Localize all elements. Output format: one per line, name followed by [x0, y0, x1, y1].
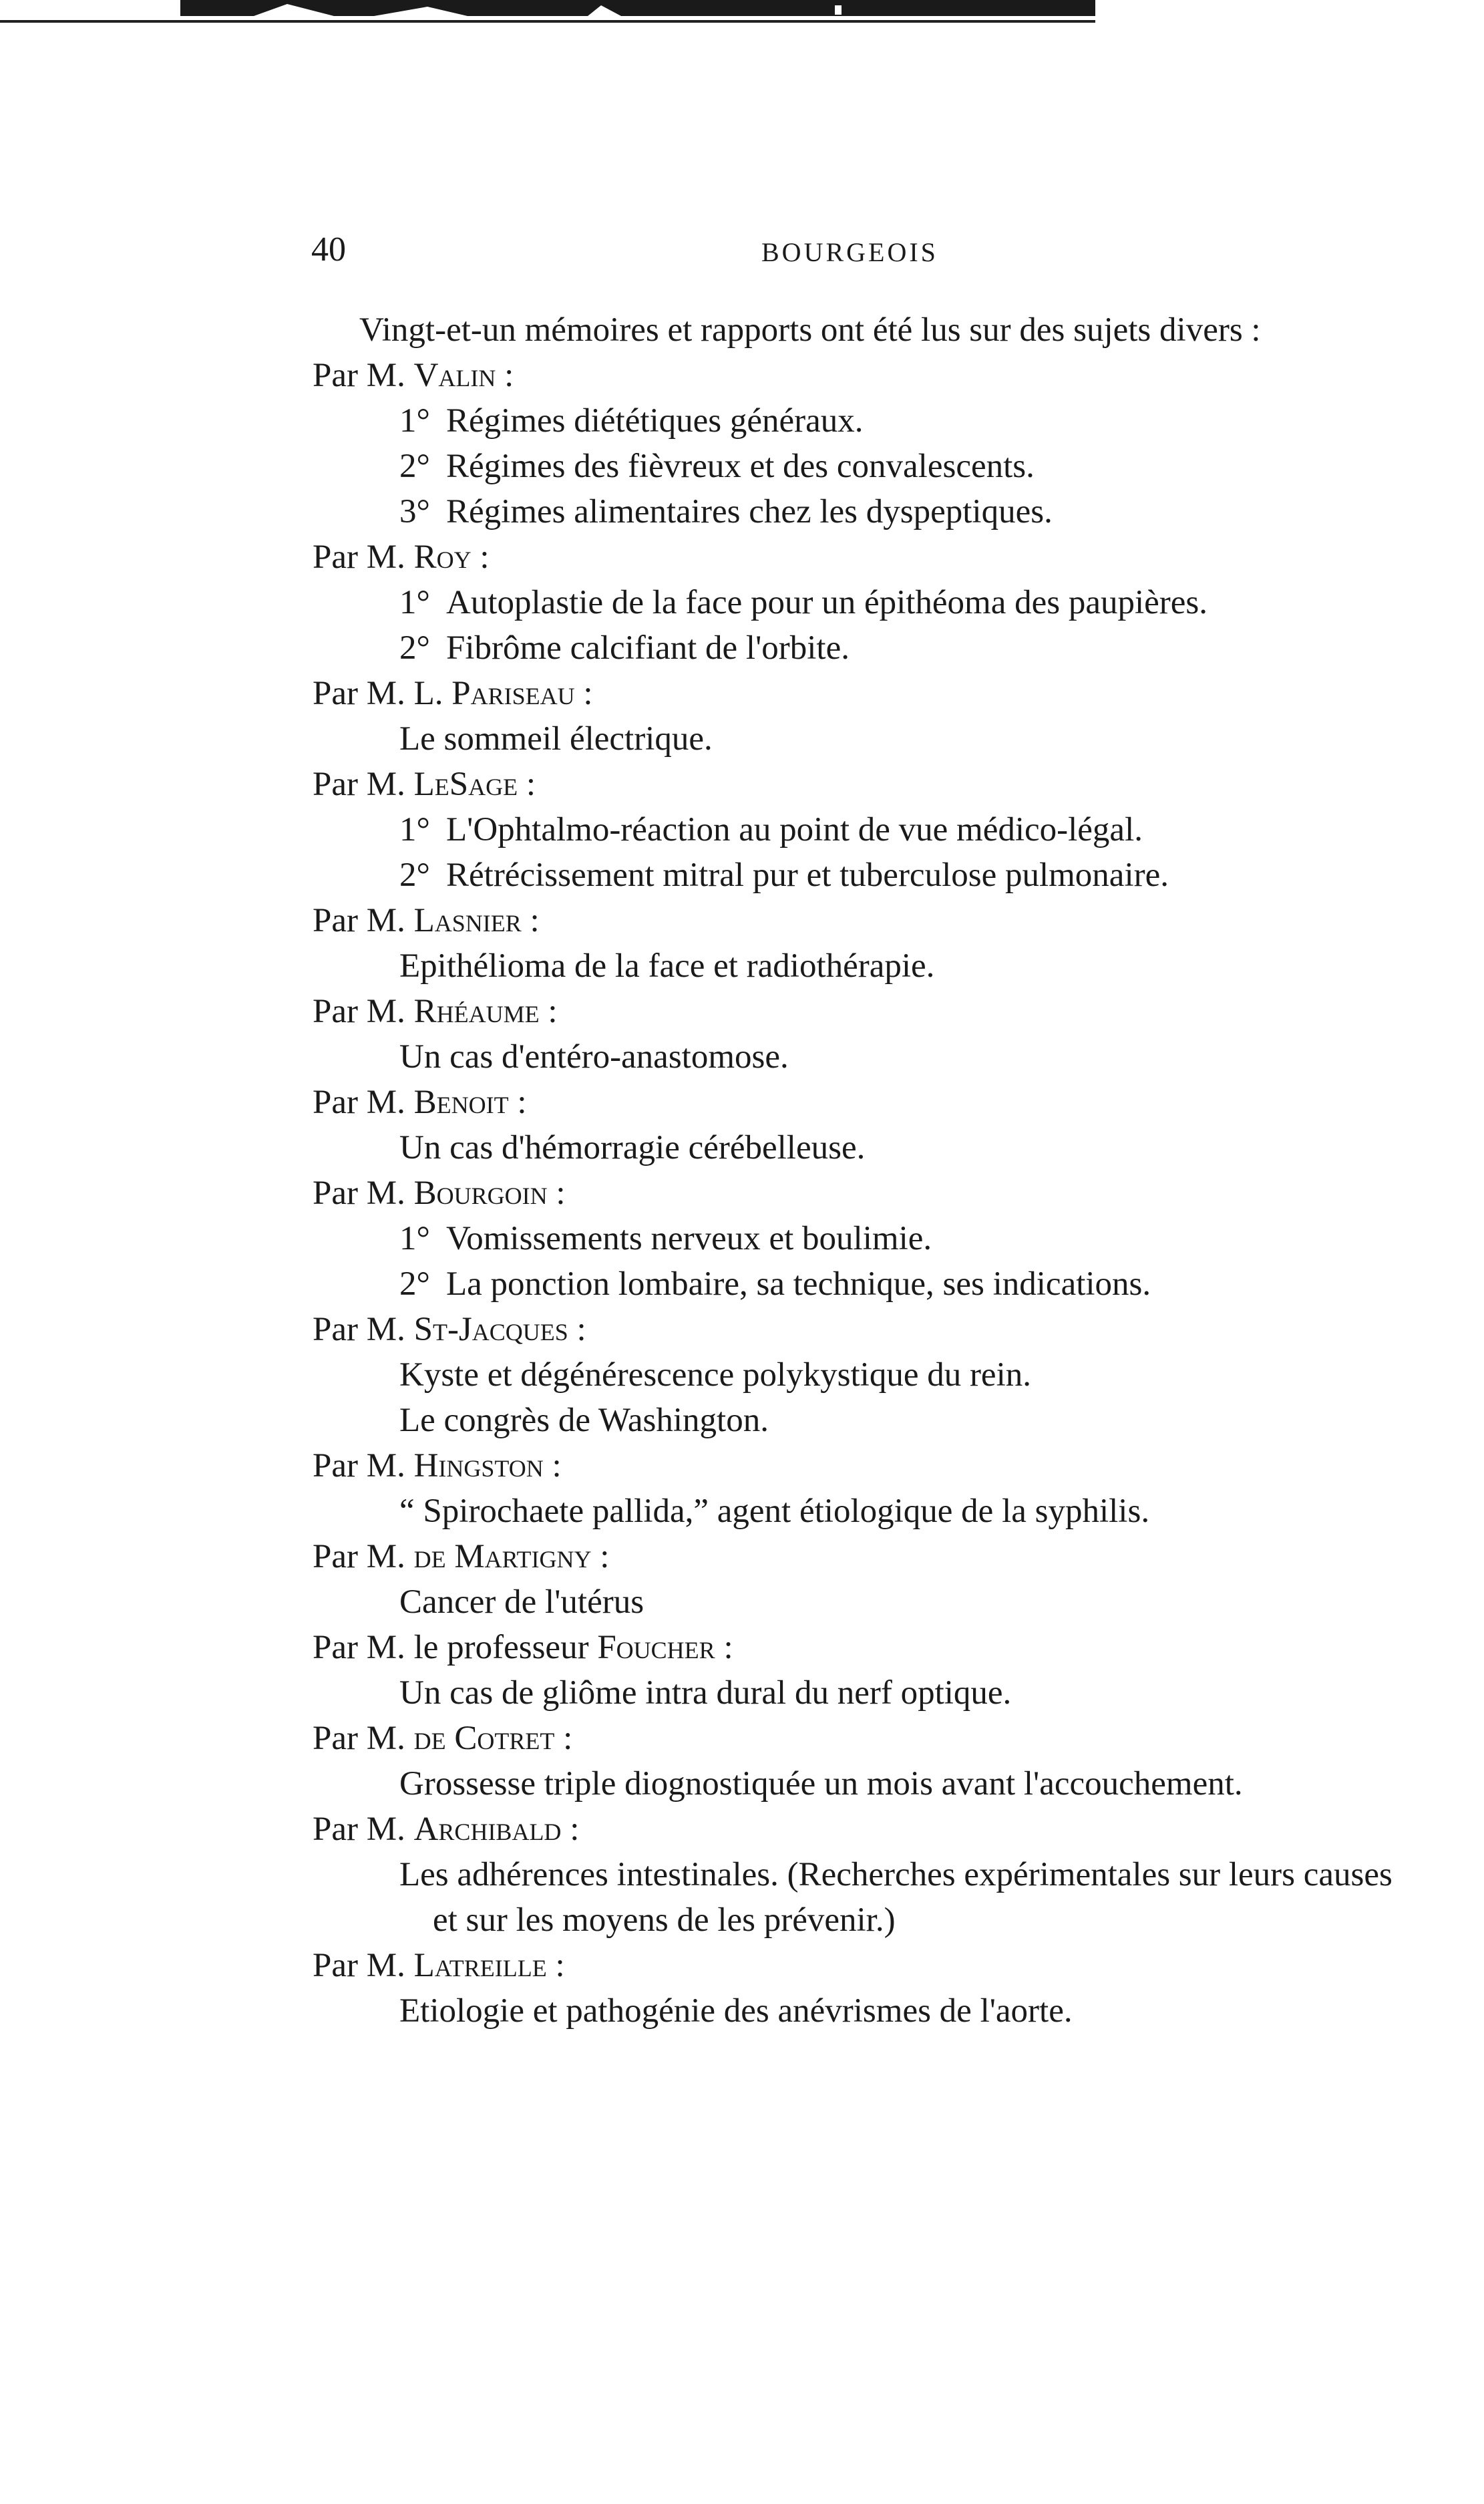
author-prefix: Par M.	[313, 766, 405, 803]
item-number: 1°	[399, 811, 430, 848]
author-name: Lasnier	[413, 902, 522, 939]
paper-title	[313, 444, 1395, 489]
author-suffix: :	[574, 675, 593, 712]
item-number: 1°	[399, 402, 430, 440]
author-suffix: :	[568, 1311, 586, 1348]
author-suffix: :	[554, 1720, 573, 1757]
paper-title	[313, 1579, 1395, 1625]
item-text: Un cas d'hémorragie cérébelleuse.	[399, 1129, 866, 1166]
author-name: de Martigny	[413, 1538, 592, 1575]
author-prefix: Par M. le professeur	[313, 1629, 589, 1666]
paper-title	[313, 1125, 1395, 1170]
author-suffix: :	[496, 357, 514, 394]
author-suffix: :	[546, 1947, 565, 1984]
author-suffix: :	[521, 902, 540, 939]
item-text: Régimes alimentaires chez les dyspeptiques.	[446, 493, 1053, 530]
author-prefix: Par M.	[313, 357, 405, 394]
author-name: Foucher	[597, 1629, 715, 1666]
author-name: Roy	[413, 538, 472, 576]
item-text: Kyste et dégénérescence polykystique du rein.	[399, 1356, 1031, 1394]
author-suffix: :	[471, 538, 490, 576]
paper-title	[313, 1988, 1395, 2034]
author-name: Hingston	[413, 1447, 544, 1484]
author-suffix: :	[508, 1084, 527, 1121]
author-name: Valin	[413, 357, 496, 394]
author-prefix: Par M.	[313, 1811, 405, 1848]
author-name: Rhéaume	[413, 993, 540, 1030]
author-prefix: Par M.	[313, 1947, 405, 1984]
paper-title	[313, 1398, 1395, 1443]
entry	[313, 1716, 1395, 1807]
entry	[313, 1307, 1395, 1443]
item-text: Cancer de l'utérus	[399, 1583, 644, 1621]
paper-title	[313, 580, 1395, 625]
entry	[313, 1170, 1395, 1307]
entry	[313, 534, 1395, 671]
paper-title	[313, 1761, 1395, 1807]
paper-title	[313, 852, 1395, 898]
author-line	[313, 989, 1395, 1034]
item-number: 2°	[399, 856, 430, 894]
entry	[313, 1443, 1395, 1534]
item-text: Fibrôme calcifiant de l'orbite.	[446, 629, 850, 667]
paper-title	[313, 1352, 1395, 1398]
author-name: Archibald	[413, 1811, 562, 1848]
paper-title	[313, 625, 1395, 671]
item-text: Un cas de gliôme intra dural du nerf optique.	[399, 1674, 1012, 1712]
author-prefix: Par M.	[313, 993, 405, 1030]
author-line	[313, 671, 1395, 716]
author-prefix: Par M.	[313, 1538, 405, 1575]
item-number: 2°	[399, 448, 430, 485]
entry	[313, 1807, 1395, 1943]
entry	[313, 1080, 1395, 1170]
entry	[313, 1625, 1395, 1716]
entry	[313, 1943, 1395, 2034]
item-text: La ponction lombaire, sa technique, ses indications.	[446, 1265, 1151, 1303]
author-suffix: :	[547, 1175, 566, 1212]
item-number: 2°	[399, 629, 430, 667]
author-suffix: :	[561, 1811, 580, 1848]
item-text: Vomissements nerveux et boulimie.	[446, 1220, 932, 1257]
author-line	[313, 1443, 1395, 1489]
paper-title	[313, 1670, 1395, 1716]
author-suffix: :	[518, 766, 536, 803]
author-line	[313, 1534, 1395, 1579]
author-name: Bourgoin	[413, 1175, 548, 1212]
author-name: de Cotret	[413, 1720, 555, 1757]
author-line	[313, 1080, 1395, 1125]
running-title: BOURGEOIS	[761, 237, 938, 267]
item-text: Les adhérences intestinales. (Recherches expérimentales sur leurs causes et sur les moyens de les prévenir.)	[399, 1856, 1393, 1939]
author-prefix: Par M.	[313, 1175, 405, 1212]
author-prefix: Par M.	[313, 538, 405, 576]
item-text: Régimes des fièvreux et des convalescents.	[446, 448, 1035, 485]
author-suffix: :	[591, 1538, 610, 1575]
author-line	[313, 762, 1395, 807]
item-text: L'Ophtalmo-réaction au point de vue médico-légal.	[446, 811, 1143, 848]
entry	[313, 671, 1395, 762]
author-line	[313, 1807, 1395, 1852]
item-number: 2°	[399, 1265, 430, 1303]
item-text: Le congrès de Washington.	[399, 1402, 769, 1439]
paper-title	[313, 1034, 1395, 1080]
item-text: Grossesse triple diognostiquée un mois avant l'accouchement.	[399, 1765, 1243, 1803]
author-line	[313, 898, 1395, 943]
entry	[313, 1534, 1395, 1625]
paper-title	[313, 943, 1395, 989]
item-text: Un cas d'entéro-anastomose.	[399, 1038, 789, 1076]
author-line	[313, 1716, 1395, 1761]
entry	[313, 762, 1395, 898]
item-number: 3°	[399, 493, 430, 530]
author-prefix: Par M.	[313, 1311, 405, 1348]
paper-title	[313, 398, 1395, 444]
item-text: Autoplastie de la face pour un épithéoma des paupières.	[446, 584, 1208, 621]
paper-title	[313, 1216, 1395, 1261]
item-text: Le sommeil électrique.	[399, 720, 713, 758]
paper-title	[313, 1489, 1395, 1534]
author-line	[313, 1307, 1395, 1352]
entry	[313, 898, 1395, 989]
author-suffix: :	[539, 993, 558, 1030]
entry	[313, 989, 1395, 1080]
author-name: St-Jacques	[413, 1311, 568, 1348]
author-name: LeSage	[413, 766, 518, 803]
author-name: Benoit	[413, 1084, 509, 1121]
author-line	[313, 353, 1395, 398]
author-name: L. Pariseau	[413, 675, 575, 712]
author-name: Latreille	[413, 1947, 547, 1984]
item-number: 1°	[399, 584, 430, 621]
paper-title	[313, 489, 1395, 534]
author-suffix: :	[715, 1629, 733, 1666]
scan-edge-band	[0, 0, 1095, 27]
author-prefix: Par M.	[313, 902, 405, 939]
author-prefix: Par M.	[313, 1084, 405, 1121]
item-number: 1°	[399, 1220, 430, 1257]
entry	[313, 353, 1395, 534]
item-text: Epithélioma de la face et radiothérapie.	[399, 947, 935, 985]
item-text: Régimes diététiques généraux.	[446, 402, 864, 440]
page-number: 40	[311, 230, 346, 269]
item-text: “ Spirochaete pallida,” agent étiologique de la syphilis.	[399, 1493, 1150, 1530]
page-body	[313, 307, 1395, 2034]
author-line	[313, 1943, 1395, 1988]
author-prefix: Par M.	[313, 1720, 405, 1757]
paper-title	[313, 807, 1395, 852]
item-text: Rétrécissement mitral pur et tuberculose pulmonaire.	[446, 856, 1169, 894]
author-suffix: :	[543, 1447, 562, 1484]
paper-title	[313, 1261, 1395, 1307]
item-text: Etiologie et pathogénie des anévrismes de l'aorte.	[399, 1992, 1073, 2030]
paper-title	[313, 716, 1395, 762]
author-line	[313, 534, 1395, 580]
paper-title	[313, 1852, 1395, 1943]
author-prefix: Par M.	[313, 1447, 405, 1484]
author-line	[313, 1625, 1395, 1670]
author-line	[313, 1170, 1395, 1216]
intro-paragraph: Vingt-et-un mémoires et rapports ont été lus sur des sujets divers :	[359, 311, 1261, 349]
entries-list	[313, 353, 1395, 2034]
author-prefix: Par M.	[313, 675, 405, 712]
